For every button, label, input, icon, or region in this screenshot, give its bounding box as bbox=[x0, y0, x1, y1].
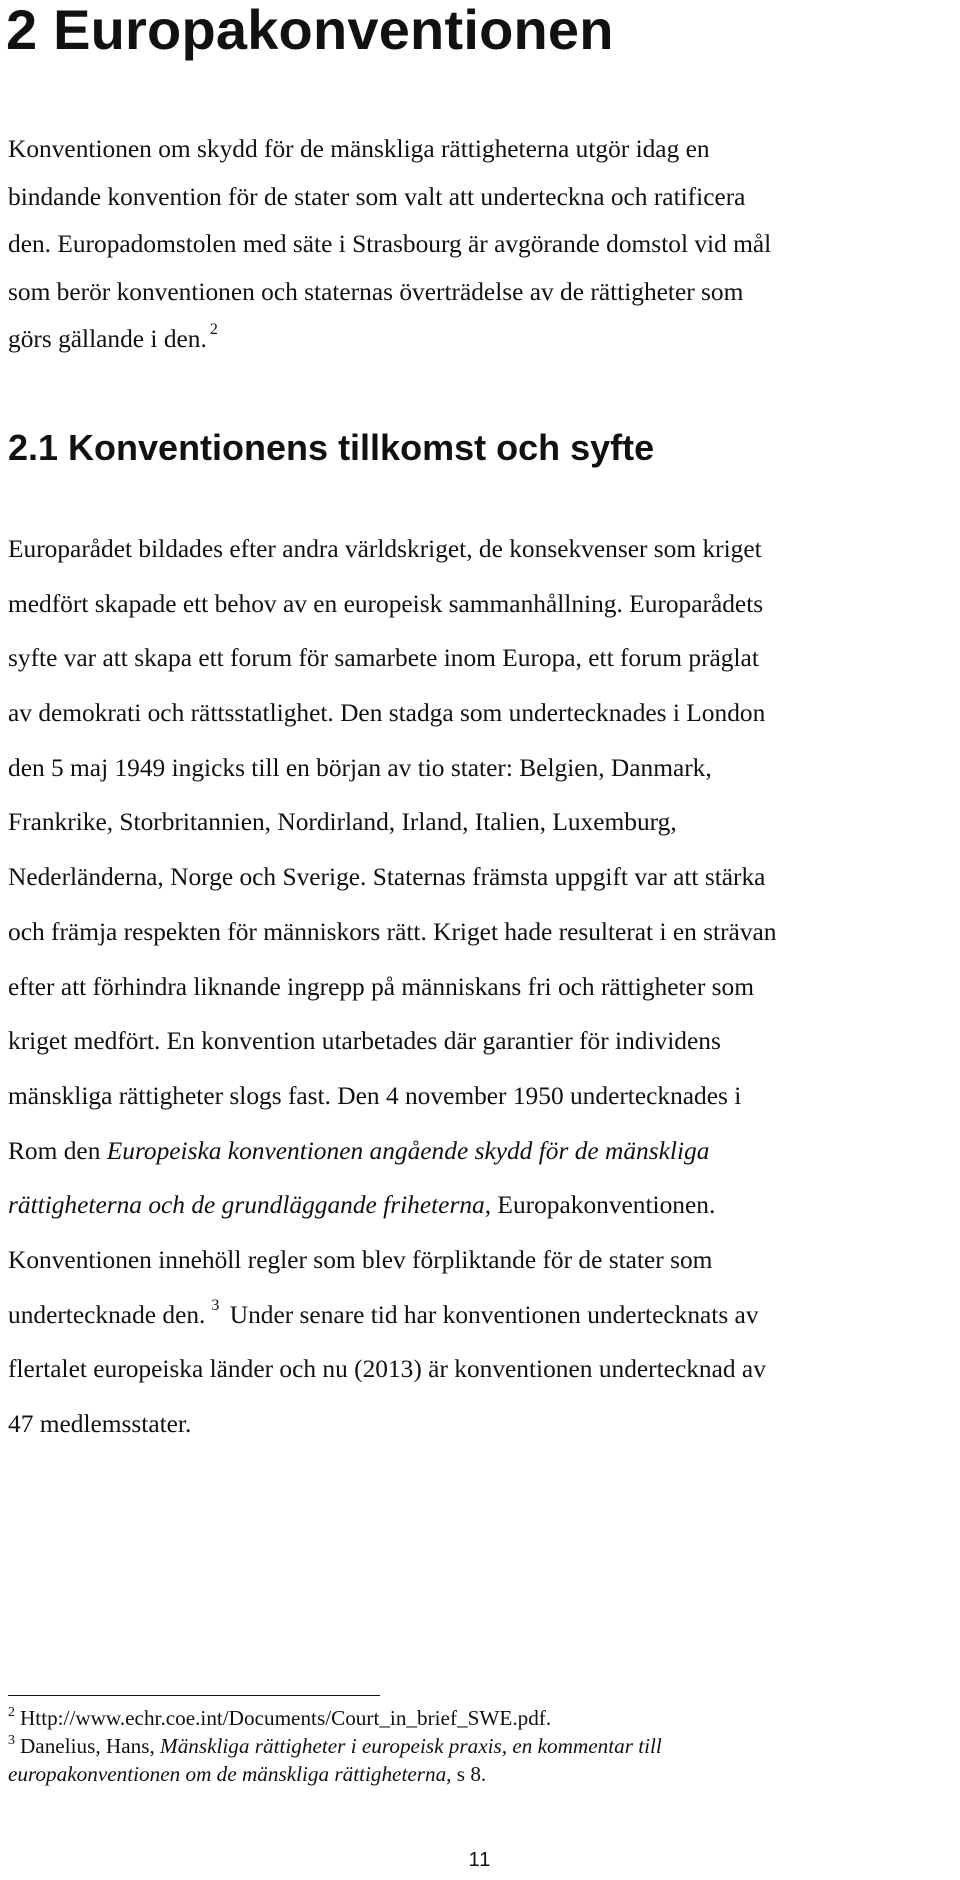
paragraph-line bbox=[8, 1178, 958, 1233]
footnote-book-title: Mänskliga rättigheter i europeisk praxis, en kommentar till bbox=[160, 1734, 662, 1758]
paragraph-line-text: Under senare tid har konventionen undertecknats av bbox=[229, 1300, 759, 1329]
paragraph-line-text: görs gällande i den. bbox=[8, 325, 207, 353]
paragraph-line: Nederländerna, Norge och Sverige. Staternas främsta uppgift var att stärka bbox=[8, 863, 766, 892]
paragraph-line-text: undertecknade den. bbox=[8, 1300, 206, 1329]
footnote-separator bbox=[8, 1695, 380, 1696]
paragraph-line: Konventionen om skydd för de mänskliga rättigheterna utgör idag en bbox=[8, 135, 710, 163]
paragraph-line: och främja respekten för människors rätt. Kriget hade resulterat i en strävan bbox=[8, 917, 777, 946]
paragraph-line bbox=[8, 1288, 958, 1343]
footnote-number: 3 bbox=[8, 1733, 15, 1748]
footnote-text: Danelius, Hans, bbox=[20, 1734, 161, 1758]
footnote-3-continued bbox=[8, 1760, 958, 1788]
paragraph-line-text: Rom den bbox=[8, 1136, 107, 1165]
intro-paragraph bbox=[8, 126, 958, 364]
paragraph-line: Frankrike, Storbritannien, Nordirland, Irland, Italien, Luxemburg, bbox=[8, 808, 677, 837]
footnote-ref-2[interactable]: 2 bbox=[209, 321, 218, 338]
paragraph-line: Konventionen innehöll regler som blev förpliktande för de stater som bbox=[8, 1245, 713, 1274]
paragraph-line: flertalet europeiska länder och nu (2013) är konventionen undertecknad av bbox=[8, 1355, 766, 1384]
paragraph-line: som berör konventionen och staternas överträdelse av de rättigheter som bbox=[8, 277, 744, 306]
chapter-heading: 2 Europakonventionen bbox=[6, 0, 614, 61]
footnote-ref-3[interactable]: 3 bbox=[211, 1296, 220, 1314]
footnote-number: 2 bbox=[8, 1705, 15, 1720]
paragraph-line: bindande konvention för de stater som valt att underteckna och ratificera bbox=[8, 182, 746, 211]
paragraph-line: syfte var att skapa ett forum för samarbete inom Europa, ett forum präglat bbox=[8, 644, 759, 673]
footnote-book-title: europakonventionen om de mänskliga rättigheterna, bbox=[8, 1762, 452, 1786]
footnote-2 bbox=[8, 1704, 958, 1732]
paragraph-line: 47 medlemsstater. bbox=[8, 1410, 192, 1438]
paragraph-line bbox=[8, 1124, 958, 1179]
paragraph-line: Europarådet bildades efter andra världskriget, de konsekvenser som kriget bbox=[8, 535, 762, 563]
convention-title-italic: Europeiska konventionen angående skydd för de mänskliga bbox=[106, 1136, 710, 1165]
paragraph-line: av demokrati och rättsstatlighet. Den stadga som undertecknades i London bbox=[8, 699, 766, 728]
paragraph-line-text: , Europakonventionen. bbox=[484, 1191, 716, 1220]
body-paragraph bbox=[8, 522, 958, 1452]
paragraph-line: mänskliga rättigheter slogs fast. Den 4 november 1950 undertecknades i bbox=[8, 1081, 742, 1110]
footnote-url-link[interactable]: Http://www.echr.coe.int/Documents/Court_in_brief_SWE.pdf. bbox=[20, 1706, 552, 1730]
paragraph-line: efter att förhindra liknande ingrepp på människans fri och rättigheter som bbox=[8, 972, 754, 1001]
footnotes bbox=[8, 1704, 958, 1788]
convention-title-italic: rättigheterna och de grundläggande friheterna bbox=[8, 1191, 485, 1220]
paragraph-line: kriget medfört. En konvention utarbetades där garantier för individens bbox=[8, 1027, 721, 1056]
paragraph-line: den 5 maj 1949 ingicks till en början av tio stater: Belgien, Danmark, bbox=[8, 753, 712, 782]
page-number: 11 bbox=[468, 1849, 492, 1871]
footnote-text: s 8. bbox=[451, 1762, 487, 1786]
paragraph-line bbox=[8, 316, 958, 364]
footnote-3 bbox=[8, 1732, 958, 1760]
paragraph-line: den. Europadomstolen med säte i Strasbourg är avgörande domstol vid mål bbox=[8, 230, 772, 258]
paragraph-line: medfört skapade ett behov av en europeisk sammanhållning. Europarådets bbox=[8, 589, 764, 618]
section-heading: 2.1 Konventionens tillkomst och syfte bbox=[8, 427, 655, 468]
